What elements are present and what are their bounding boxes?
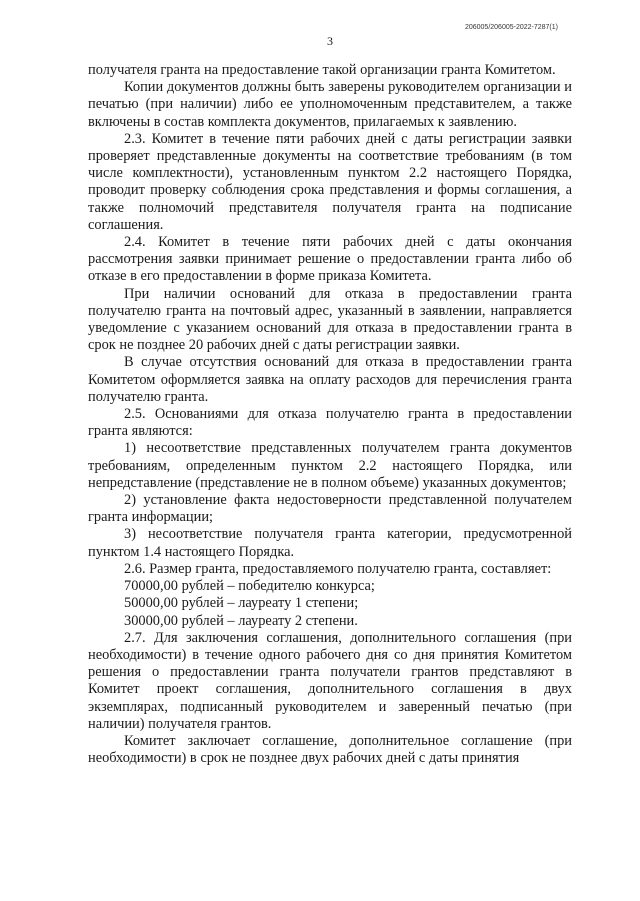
page-number: 3: [327, 34, 333, 48]
paragraph: В случае отсутствия оснований для отказа в предоставлении гранта Комитетом оформляется заявка на оплату расходов для перечисления гранта получателю гранта.: [88, 354, 572, 405]
paragraph: 2.6. Размер гранта, предоставляемого получателю гранта, составляет:: [124, 560, 552, 577]
list-item: 30000,00 рублей – лауреату 2 степени.: [124, 612, 358, 629]
paragraph: получателя гранта на предоставление такой организации гранта Комитетом.: [88, 62, 556, 78]
paragraph: 2.3. Комитет в течение пяти рабочих дней с даты регистрации заявки проверяет представленные документы на соответствие требованиям (в том числе комплектности), установленным пунктом 2.2 настоящего Порядка, проводит проверку соблюдения срока представления и формы соглашения, а также полномочий представителя получателя гранта на подписание соглашения.: [88, 130, 572, 233]
list-item: 1) несоответствие представленных получателем гранта документов требованиям, определенным пунктом 2.2 настоящего Порядка, или непредставление (представление не в полном объеме) указанных документов;: [88, 440, 572, 491]
document-id: 206005/206005-2022-7287(1): [464, 24, 558, 31]
paragraph: 2.7. Для заключения соглашения, дополнительного соглашения (при необходимости) в течение одного рабочего дня со дня принятия Комитетом решения о предоставлении гранта получатели грантов представляют в Комитет проект соглашения, дополнительного соглашения в двух экземплярах, подписанный руководителем и заверенный печатью (при наличии) получателя грантов.: [88, 629, 572, 732]
list-item: 3) несоответствие получателя гранта категории, предусмотренной пунктом 1.4 настоящего Порядка.: [88, 526, 572, 560]
paragraph: Комитет заключает соглашение, дополнительное соглашение (при необходимости) в срок не позднее двух рабочих дней с даты принятия: [88, 732, 572, 767]
list-item: 70000,00 рублей – победителю конкурса;: [124, 578, 375, 595]
list-item: 2) установление факта недостоверности представленной получателем гранта информации;: [88, 492, 572, 526]
list-item: 50000,00 рублей – лауреату 1 степени;: [124, 595, 359, 612]
document-body: [88, 62, 572, 767]
paragraph: 2.5. Основаниями для отказа получателю гранта в предоставлении гранта являются:: [88, 406, 572, 440]
paragraph: 2.4. Комитет в течение пяти рабочих дней с даты окончания рассмотрения заявки принимает решение о предоставлении гранта либо об отказе в его предоставлении в форме приказа Комитета.: [88, 234, 572, 285]
paragraph: Копии документов должны быть заверены руководителем организации и печатью (при наличии) либо ее уполномоченным представителем, а также включены в состав комплекта документов, прилагаемых к заявлению.: [88, 79, 572, 130]
paragraph: При наличии оснований для отказа в предоставлении гранта получателю гранта на почтовый адрес, указанный в заявлении, направляется уведомление с указанием оснований для отказа в предоставлении гранта в срок не позднее 20 рабочих дней с даты регистрации заявки.: [88, 285, 572, 354]
